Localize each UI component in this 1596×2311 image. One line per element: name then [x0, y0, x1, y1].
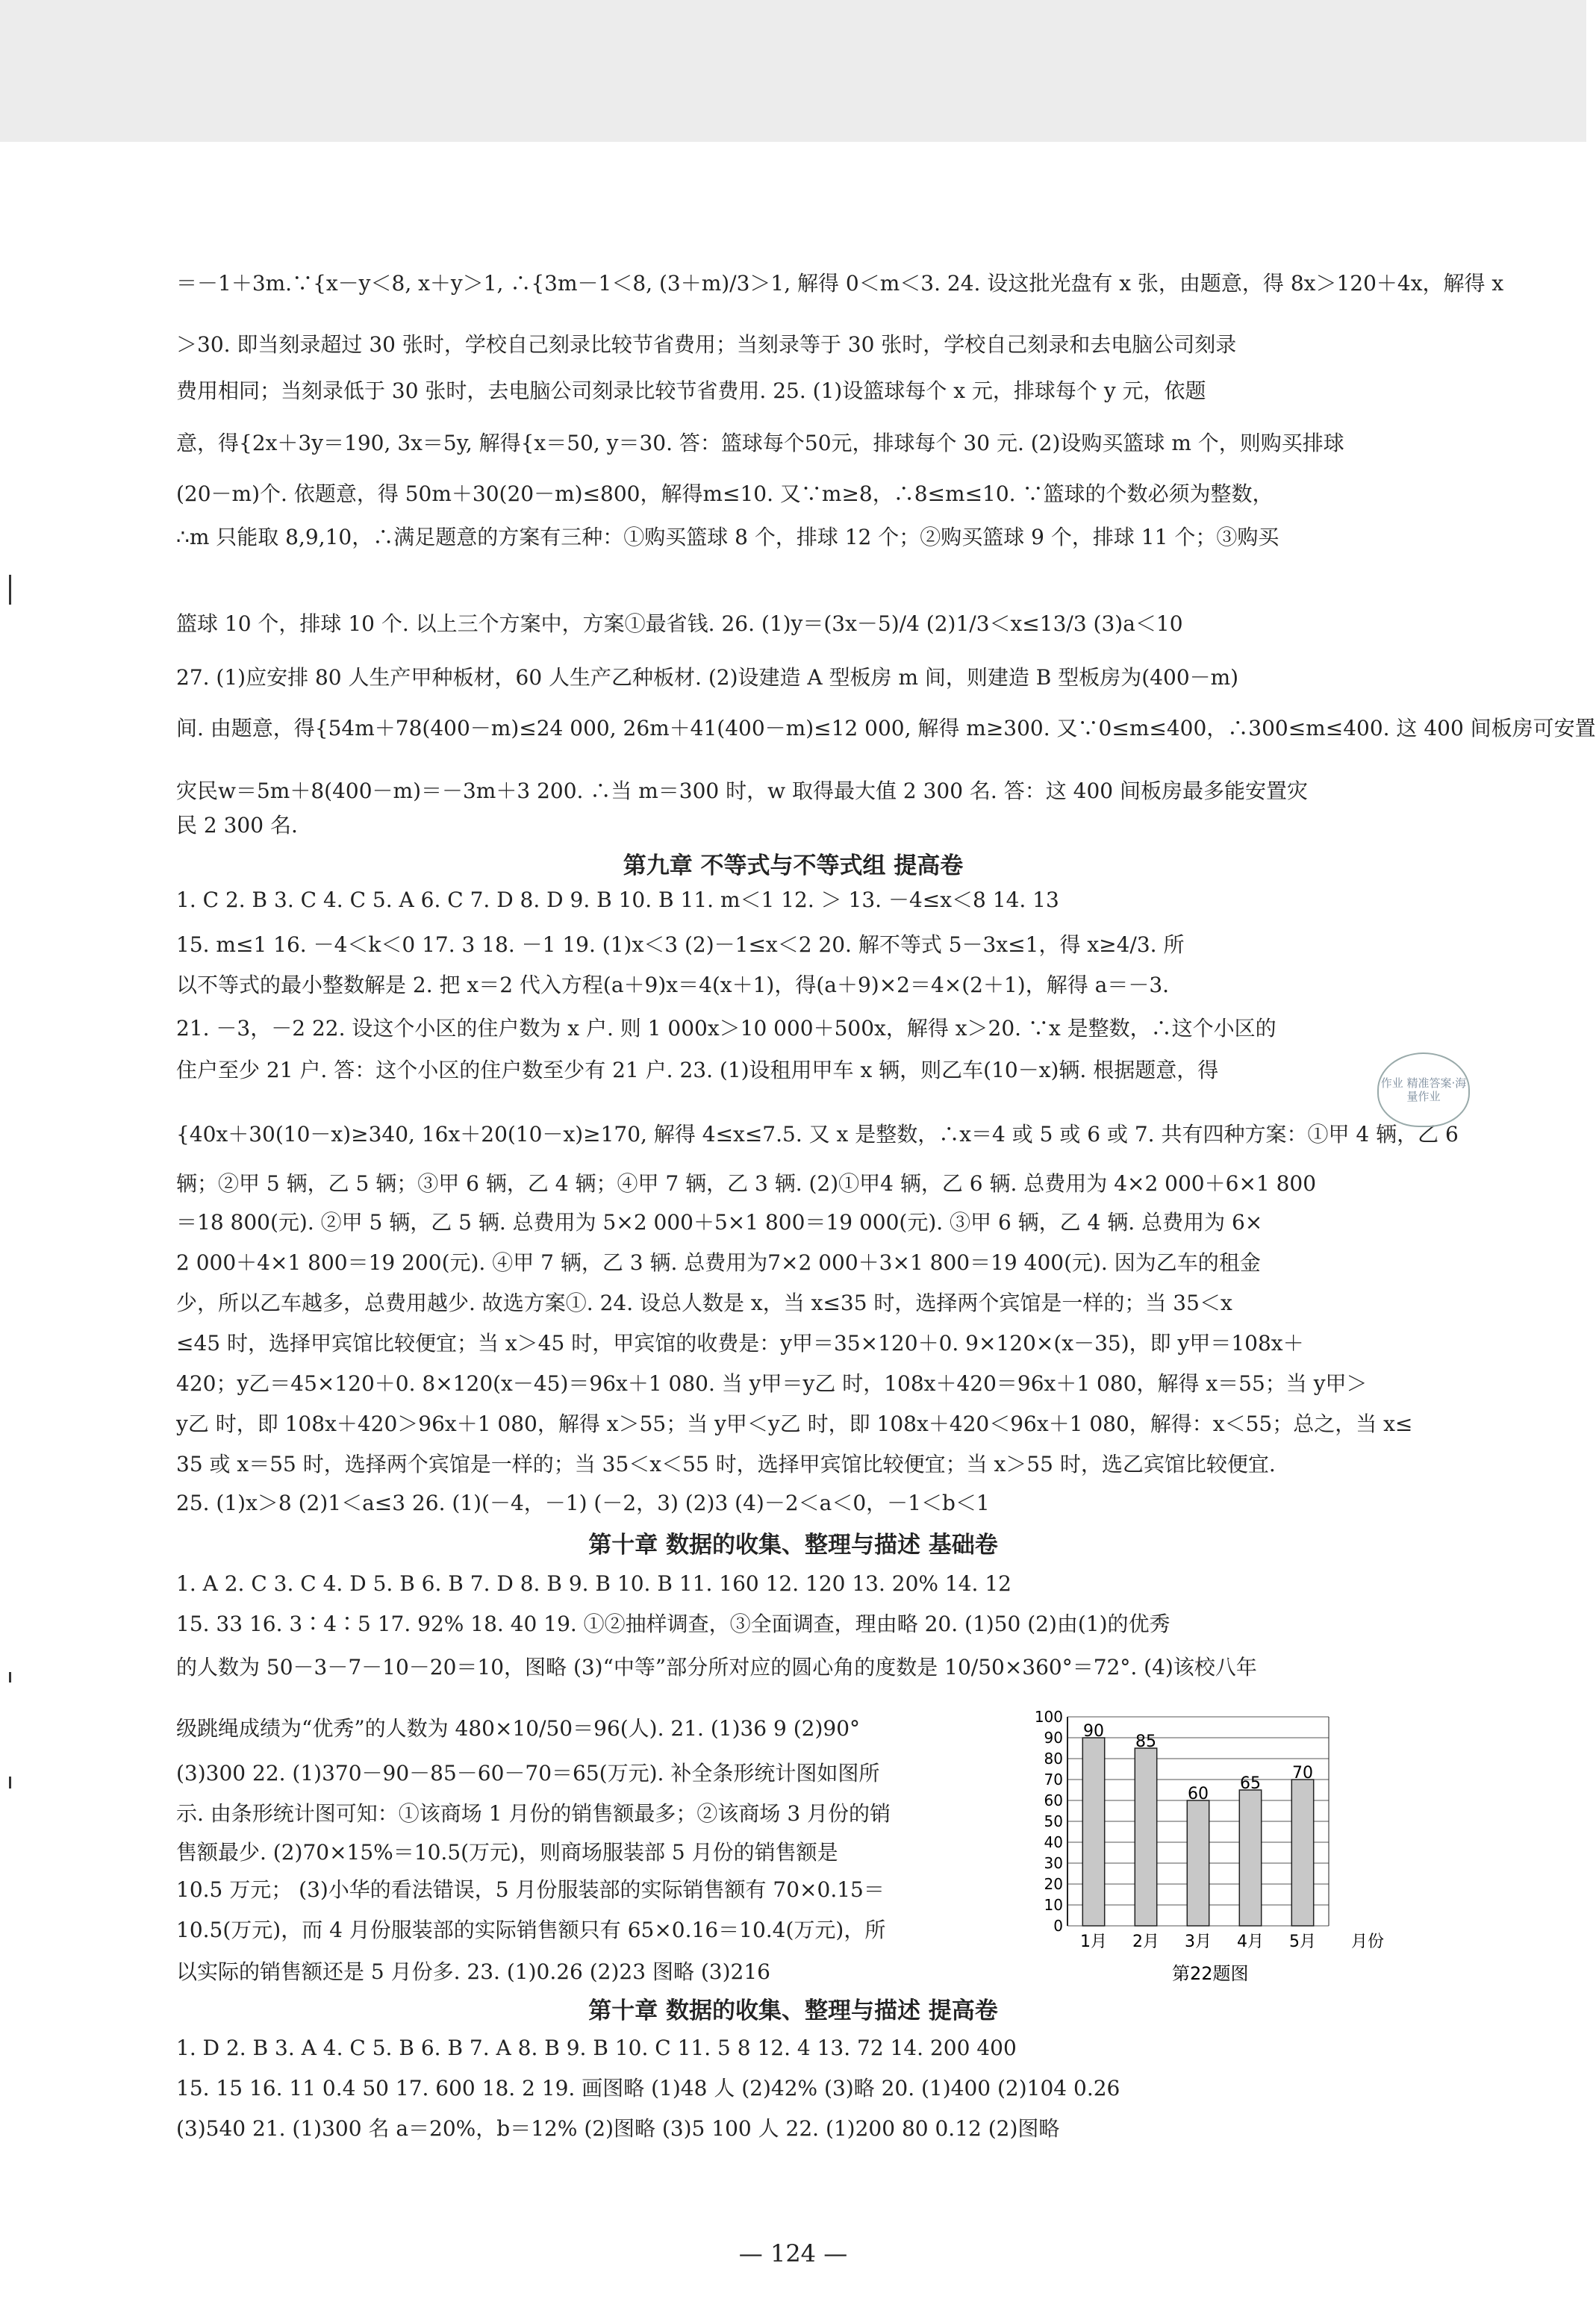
text-line: 篮球 10 个，排球 10 个. 以上三个方案中，方案①最省钱. 26. (1)y＝(3x－5)/4 (2)1/3＜x≤13/3 (3)a＜10 [176, 611, 1183, 636]
text-line: 420；y乙＝45×120＋0. 8×120(x－45)＝96x＋1 080. 当 y甲＝y乙 时，108x＋420＝96x＋1 080，解得 x＝55；当 y甲＞ [176, 1371, 1368, 1396]
text-line: ＞30. 即当刻录超过 30 张时，学校自己刻录比较节省费用；当刻录等于 30 张时，学校自己刻录和去电脑公司刻录 [176, 332, 1237, 357]
text-line: (3)540 21. (1)300 名 a＝20%，b＝12% (2)图略 (3)5 100 人 22. (1)200 80 0.12 (2)图略 [176, 2116, 1060, 2141]
text-line: ＝18 800(元). ②甲 5 辆，乙 5 辆. 总费用为 5×2 000＋5×1 800＝19 000(元). ③甲 6 辆，乙 4 辆. 总费用为 6× [176, 1210, 1263, 1235]
text-line: 级跳绳成绩为“优秀”的人数为 480×10/50＝96(人). 21. (1)36 9 (2)90° [176, 1716, 861, 1741]
y-tick-label: 80 [1044, 1750, 1063, 1768]
chart-data-labels [1083, 1722, 1313, 1803]
x-tick-label: 4月 [1237, 1933, 1264, 1951]
text-line: 1. C 2. B 3. C 4. C 5. A 6. C 7. D 8. D 9. B 10. B 11. m＜1 12. ＞ 13. －4≤x＜8 14. 13 [176, 888, 1059, 912]
text-line: 费用相同；当刻录低于 30 张时，去电脑公司刻录比较节省费用. 25. (1)设篮球每个 x 元，排球每个 y 元，依题 [176, 378, 1206, 403]
y-tick-label: 100 [1034, 1708, 1063, 1726]
text-line: 21. －3，－2 22. 设这个小区的住户数为 x 户. 则 1 000x＞10 000＋500x，解得 x＞20. ∵x 是整数，∴这个小区的 [176, 1016, 1277, 1041]
text-line: 辆；②甲 5 辆，乙 5 辆；③甲 6 辆，乙 4 辆；④甲 7 辆，乙 3 辆. (2)①甲4 辆，乙 6 辆. 总费用为 4×2 000＋6×1 800 [176, 1171, 1317, 1196]
text-line: ∴m 只能取 8,9,10，∴满足题意的方案有三种：①购买篮球 8 个，排球 12 个；②购买篮球 9 个，排球 11 个；③购买 [176, 525, 1279, 549]
watermark-stamp [1377, 1052, 1470, 1127]
bar [1082, 1738, 1104, 1926]
text-line: y乙 时，即 108x＋420＞96x＋1 080，解得 x＞55；当 y甲＜y乙 时，即 108x＋420＜96x＋1 080，解得：x＜55；总之，当 x≤ [176, 1412, 1413, 1436]
text-line: (20－m)个. 依题意，得 50m＋30(20－m)≤800，解得m≤10. 又∵m≥8，∴8≤m≤10. ∵篮球的个数必须为整数， [176, 481, 1274, 506]
bar-value-label: 65 [1240, 1774, 1261, 1793]
text-line: 10.5(万元)，而 4 月份服装部的实际销售额只有 65×0.16＝10.4(万元)，所 [176, 1918, 886, 1942]
chart-x-ticks [1080, 1933, 1316, 1951]
y-tick-label: 40 [1044, 1833, 1063, 1851]
text-line: 1. D 2. B 3. A 4. C 5. B 6. B 7. A 8. B 9. B 10. C 11. 5 8 12. 4 13. 72 14. 200 400 [176, 2036, 1017, 2060]
y-tick-label: 30 [1044, 1854, 1063, 1872]
bar-value-label: 90 [1083, 1722, 1104, 1741]
text-line: 少，所以乙车越多，总费用越少. 故选方案①. 24. 设总人数是 x，当 x≤35 时，选择两个宾馆是一样的；当 35＜x [176, 1291, 1232, 1315]
section-heading: 第十章 数据的收集、整理与描述 提高卷 [588, 1997, 998, 2024]
y-tick-label: 70 [1044, 1771, 1063, 1788]
y-tick-label: 90 [1044, 1729, 1063, 1747]
x-tick-label: 5月 [1289, 1933, 1316, 1951]
text-line: 的人数为 50－3－7－10－20＝10，图略 (3)“中等”部分所对应的圆心角的度数是 10/50×360°＝72°. (4)该校八年 [176, 1655, 1257, 1680]
y-tick-label: 60 [1044, 1791, 1063, 1809]
text-line: 1. A 2. C 3. C 4. D 5. B 6. B 7. D 8. B 9. B 10. B 11. 160 12. 120 13. 20% 14. 12 [176, 1571, 1011, 1596]
text-line: ＝－1＋3m.∵{x－y＜8, x＋y＞1, ∴{3m－1＜8, (3＋m)/3＞1, 解得 0＜m＜3. 24. 设这批光盘有 x 张，由题意，得 8x＞120＋4x，解得 x [176, 271, 1504, 296]
text-line: 间. 由题意，得{54m＋78(400－m)≤24 000, 26m＋41(400－m)≤12 000, 解得 m≥300. 又∵0≤m≤400，∴300≤m≤400. 这 400 间板房可安置 [176, 716, 1596, 740]
chart-bars [1082, 1738, 1313, 1926]
y-tick-label: 10 [1044, 1896, 1063, 1914]
bar-value-label: 60 [1188, 1785, 1209, 1803]
x-tick-label: 1月 [1080, 1933, 1107, 1951]
text-line: 以实际的销售额还是 5 月份多. 23. (1)0.26 (2)23 图略 (3)216 [176, 1959, 770, 1984]
chart-x-axis-label: 月份 [1351, 1933, 1385, 1951]
bar-value-label: 70 [1292, 1764, 1313, 1783]
text-line: 民 2 300 名. [176, 813, 298, 838]
text-line: 35 或 x＝55 时，选择两个宾馆是一样的；当 35＜x＜55 时，选择甲宾馆比较便宜；当 x＞55 时，选乙宾馆比较便宜. [176, 1452, 1276, 1476]
text-line: 15. 15 16. 11 0.4 50 17. 600 18. 2 19. 画图略 (1)48 人 (2)42% (3)略 20. (1)400 (2)104 0.26 [176, 2076, 1120, 2101]
text-line: 2 000＋4×1 800＝19 200(元). ④甲 7 辆，乙 3 辆. 总费用为7×2 000＋3×1 800＝19 400(元). 因为乙车的租金 [176, 1250, 1261, 1275]
bar [1291, 1780, 1313, 1926]
text-line: 以不等式的最小整数解是 2. 把 x＝2 代入方程(a＋9)x＝4(x＋1)，得(a＋9)×2＝4×(2＋1)，解得 a＝－3. [176, 973, 1170, 997]
page-number: — 124 — [738, 2239, 848, 2268]
text-line: 灾民w＝5m＋8(400－m)＝－3m＋3 200. ∴当 m＝300 时，w 取得最大值 2 300 名. 答：这 400 间板房最多能安置灾 [176, 779, 1308, 803]
chart-title: 第22题图 [1172, 1963, 1249, 1984]
x-tick-label: 2月 [1132, 1933, 1159, 1951]
text-line: 意，得{2x＋3y＝190, 3x＝5y, 解得{x＝50, y＝30. 答：篮球每个50元，排球每个 30 元. (2)设购买篮球 m 个，则购买排球 [176, 431, 1344, 455]
text-line: 25. (1)x＞8 (2)1＜a≤3 26. (1)(－4，－1) (－2，3) (2)3 (4)－2＜a＜0，－1＜b＜1 [176, 1491, 990, 1515]
text-line: 15. 33 16. 3∶4∶5 17. 92% 18. 40 19. ①②抽样调查，③全面调查，理由略 20. (1)50 (2)由(1)的优秀 [176, 1612, 1170, 1636]
section-heading: 第十章 数据的收集、整理与描述 基础卷 [588, 1532, 998, 1559]
y-tick-label: 0 [1053, 1917, 1063, 1935]
sales-bar-chart [1030, 1702, 1388, 1993]
text-line: {40x＋30(10－x)≥340, 16x＋20(10－x)≥170, 解得 4≤x≤7.5. 又 x 是整数，∴x＝4 或 5 或 6 或 7. 共有四种方案：①甲 4 辆，乙 6 [176, 1122, 1459, 1147]
bar [1187, 1800, 1209, 1926]
bar-value-label: 85 [1135, 1733, 1156, 1751]
stamp-text: 作业 精准答案·海量作业 [1380, 1076, 1467, 1103]
text-line: 10.5 万元； (3)小华的看法错误，5 月份服装部的实际销售额有 70×0.15＝ [176, 1877, 885, 1902]
y-tick-label: 20 [1044, 1875, 1063, 1893]
y-tick-label: 50 [1044, 1812, 1063, 1830]
bar [1135, 1748, 1156, 1926]
text-line: (3)300 22. (1)370－90－85－60－70＝65(万元). 补全条形统计图如图所 [176, 1761, 880, 1786]
text-line: 27. (1)应安排 80 人生产甲种板材，60 人生产乙种板材. (2)设建造 A 型板房 m 间，则建造 B 型板房为(400－m) [176, 665, 1239, 690]
text-line: 15. m≤1 16. －4＜k＜0 17. 3 18. －1 19. (1)x＜3 (2)－1≤x＜2 20. 解不等式 5－3x≤1，得 x≥4/3. 所 [176, 932, 1185, 957]
section-heading: 第九章 不等式与不等式组 提高卷 [623, 852, 964, 879]
text-line: ≤45 时，选择甲宾馆比较便宜；当 x＞45 时，甲宾馆的收费是：y甲＝35×120＋0. 9×120×(x－35)，即 y甲＝108x＋ [176, 1331, 1304, 1356]
text-line: 示. 由条形统计图可知：①该商场 1 月份的销售额最多；②该商场 3 月份的销 [176, 1801, 891, 1826]
x-tick-label: 3月 [1185, 1933, 1212, 1951]
chart-y-ticks [1035, 1708, 1063, 1935]
text-line: 售额最少. (2)70×15%＝10.5(万元)，则商场服装部 5 月份的销售额是 [176, 1840, 838, 1865]
bar [1239, 1790, 1261, 1926]
text-line: 住户至少 21 户. 答：这个小区的住户数至少有 21 户. 23. (1)设租用甲车 x 辆，则乙车(10－x)辆. 根据题意，得 [176, 1058, 1219, 1082]
